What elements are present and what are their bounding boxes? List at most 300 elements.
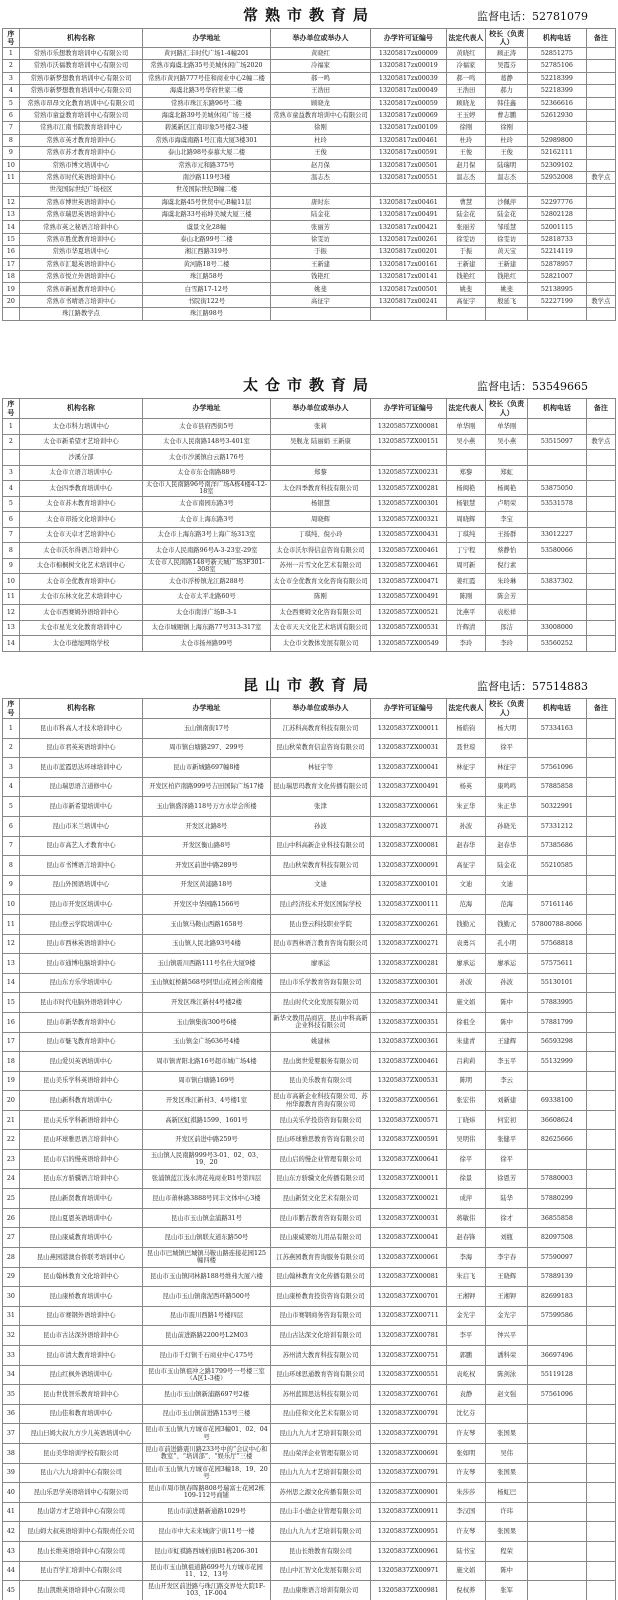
phone bbox=[528, 558, 587, 574]
remark bbox=[586, 1385, 615, 1405]
legal-representative: 杨英 bbox=[446, 777, 486, 797]
row-number: 6 bbox=[3, 109, 20, 121]
institution-name: 常熟市新星教育培训中心 bbox=[19, 283, 142, 295]
col-header-remark: 备注 bbox=[586, 29, 615, 48]
phone: 53837302 bbox=[528, 574, 587, 590]
sponsor: 黄晓红 bbox=[270, 48, 370, 60]
table-row bbox=[3, 1522, 616, 1542]
phone: 36697496 bbox=[528, 1346, 587, 1366]
table-row bbox=[3, 993, 616, 1013]
license-number: 13205817zx00201 bbox=[371, 246, 446, 258]
table-row bbox=[3, 1150, 616, 1170]
sponsor bbox=[270, 184, 370, 196]
principal bbox=[486, 450, 528, 466]
sponsor: 昆山佳和文化艺术有限公司 bbox=[270, 1404, 370, 1424]
phone: 53580066 bbox=[528, 543, 587, 559]
phone: 52162111 bbox=[528, 147, 587, 159]
institution-name: 世茂国际世纪广场校区 bbox=[19, 184, 142, 196]
row-number: 29 bbox=[3, 1267, 20, 1287]
table-row bbox=[3, 271, 616, 283]
remark bbox=[586, 620, 615, 636]
remark bbox=[586, 1091, 615, 1111]
sponsor: 杜玲 bbox=[270, 134, 370, 146]
remark bbox=[586, 419, 615, 435]
row-number: 6 bbox=[3, 512, 20, 528]
phone bbox=[528, 589, 587, 605]
remark bbox=[586, 1463, 615, 1483]
sponsor: 徐刚 bbox=[270, 122, 370, 134]
row-number: 13 bbox=[3, 620, 20, 636]
phone: 50322991 bbox=[528, 797, 587, 817]
sponsor: 徐雯访 bbox=[270, 233, 370, 245]
sponsor: 太仓市天天文化艺术培训有限公司 bbox=[270, 620, 370, 636]
col-header-phone: 机构电话 bbox=[528, 699, 587, 719]
institution-name: 常熟市乐想教育培训中心有限公司 bbox=[19, 48, 142, 60]
principal: 范海 bbox=[486, 895, 528, 915]
principal: 陈中 bbox=[486, 993, 528, 1013]
remark bbox=[586, 1443, 615, 1463]
row-number: 1 bbox=[3, 419, 20, 435]
principal: 温志杰 bbox=[486, 171, 528, 183]
remark bbox=[586, 283, 615, 295]
legal-representative: 文迪 bbox=[446, 875, 486, 895]
table-header-row bbox=[3, 29, 616, 48]
remark bbox=[586, 1404, 615, 1424]
remark bbox=[586, 636, 615, 652]
address: 太仓市人民南路96号南洋广场A栋4楼4-12-18室 bbox=[143, 481, 271, 497]
phone: 57590097 bbox=[528, 1248, 587, 1268]
license-number: 13205817zx00161 bbox=[371, 258, 446, 270]
sponsor: 廖承运 bbox=[270, 954, 370, 974]
remark bbox=[586, 233, 615, 245]
address: 常熟市珠江东路96号二楼 bbox=[143, 97, 271, 109]
license-number: 13205817zx00261 bbox=[371, 233, 446, 245]
institution-name: 昆山瑞思语言道修中心 bbox=[19, 777, 142, 797]
principal: 陆金花 bbox=[486, 856, 528, 876]
table-row bbox=[3, 543, 616, 559]
institution-name: 昆山市通博电脑培训中心 bbox=[19, 954, 142, 974]
table-row bbox=[3, 97, 616, 109]
phone: 53560252 bbox=[528, 636, 587, 652]
table-row bbox=[3, 1287, 616, 1307]
table-row bbox=[3, 1483, 616, 1503]
sponsor: 昆山康桥教育投资咨询有限公司 bbox=[270, 1287, 370, 1307]
row-number: 17 bbox=[3, 258, 20, 270]
row-number: 18 bbox=[3, 1052, 20, 1072]
address: 玉山镇人民北路93号4楼 bbox=[143, 934, 271, 954]
phone: 33012227 bbox=[528, 527, 587, 543]
institution-name: 常熟市苏才教育培训中心 bbox=[19, 147, 142, 159]
remark bbox=[586, 1189, 615, 1209]
row-number: 3 bbox=[3, 758, 20, 778]
legal-representative: 周可新 bbox=[446, 558, 486, 574]
col-header-number: 序号 bbox=[3, 29, 20, 48]
sponsor: 苏州思之源文化传播有限公司 bbox=[270, 1483, 370, 1503]
row-number: 37 bbox=[3, 1424, 20, 1444]
remark bbox=[586, 258, 615, 270]
remark bbox=[586, 1365, 615, 1385]
legal-representative: 袁勇兴 bbox=[446, 934, 486, 954]
legal-representative: 杜玲 bbox=[446, 134, 486, 146]
license-number: 13205837ZX00761 bbox=[371, 1385, 446, 1405]
remark bbox=[586, 1032, 615, 1052]
col-header-license: 办学许可证编号 bbox=[371, 29, 446, 48]
license-number: 13205837ZX00081 bbox=[371, 1267, 446, 1287]
license-number: 13205817zx00501 bbox=[371, 283, 446, 295]
license-number: 13205837ZX00011 bbox=[371, 719, 446, 739]
license-number: 13205837ZX00791 bbox=[371, 1424, 446, 1444]
row-number: 19 bbox=[3, 283, 20, 295]
row-number: 34 bbox=[3, 1365, 20, 1385]
address: 昆山市中大未来城唐宁街11号一楼 bbox=[143, 1522, 271, 1542]
sponsor: 文迪 bbox=[270, 875, 370, 895]
license-number: 13205837ZX00091 bbox=[371, 856, 446, 876]
remark bbox=[586, 1326, 615, 1346]
principal: 钱勤元 bbox=[486, 914, 528, 934]
sponsor: 昆山中科高新企业科技有限公司 bbox=[270, 836, 370, 856]
legal-representative: 袁屹权 bbox=[446, 1365, 486, 1385]
principal: 郑虹 bbox=[486, 465, 528, 481]
address: 太仓市沙溪镇白云路176号 bbox=[143, 450, 271, 466]
row-number bbox=[3, 184, 20, 196]
institution-name: 太仓市昂扬文化培训中心 bbox=[19, 512, 142, 528]
legal-representative: 李玲 bbox=[446, 636, 486, 652]
license-number bbox=[371, 308, 446, 320]
license-number: 13205837ZX00261 bbox=[371, 914, 446, 934]
address: 海虞北路33号裕坤美城大厦三楼 bbox=[143, 209, 271, 221]
institution-name: 常熟市博世英语培训中心 bbox=[19, 196, 142, 208]
license-number: 13205817zx00019 bbox=[371, 60, 446, 72]
principal: 徐刚 bbox=[486, 122, 528, 134]
remark bbox=[586, 719, 615, 739]
sponsor: 昆山市鹏吉教育咨询有限公司 bbox=[270, 1208, 370, 1228]
table-row bbox=[3, 1228, 616, 1248]
license-number: 13205837ZX00041 bbox=[371, 758, 446, 778]
principal: 李宇春 bbox=[486, 1248, 528, 1268]
sponsor: 昆山关乐学投资咨询有限公司 bbox=[270, 1110, 370, 1130]
address: 太仓市人民南路96号A-3-23室-29室 bbox=[143, 543, 271, 559]
table-row bbox=[3, 574, 616, 590]
legal-representative: 聂世琼 bbox=[446, 738, 486, 758]
phone: 69338100 bbox=[528, 1091, 587, 1111]
row-number: 10 bbox=[3, 159, 20, 171]
license-number: 13205837ZX00111 bbox=[371, 895, 446, 915]
principal: 李云 bbox=[486, 1071, 528, 1091]
row-number: 5 bbox=[3, 97, 20, 109]
phone: 52802128 bbox=[528, 209, 587, 221]
row-number: 14 bbox=[3, 221, 20, 233]
institution-name: 昆山市新华教育培训中心 bbox=[19, 1012, 142, 1032]
legal-representative: 郑黎 bbox=[446, 465, 486, 481]
principal: 康鸣鸣 bbox=[486, 777, 528, 797]
table-row bbox=[3, 1267, 616, 1287]
row-number bbox=[3, 450, 20, 466]
row-number: 12 bbox=[3, 934, 20, 954]
remark bbox=[586, 1581, 615, 1600]
sponsor: 新华文教用品商店、昆山中科高新企业科技有限公司 bbox=[270, 1012, 370, 1032]
row-number: 7 bbox=[3, 122, 20, 134]
col-header-license: 办学许可证编号 bbox=[371, 399, 446, 419]
row-number: 5 bbox=[3, 797, 20, 817]
license-number: 13205817zx00241 bbox=[371, 295, 446, 307]
principal: 孙波 bbox=[486, 973, 528, 993]
remark bbox=[586, 1248, 615, 1268]
institution-name: 常熟市英才教育培训中心 bbox=[19, 134, 142, 146]
remark bbox=[586, 246, 615, 258]
row-number: 9 bbox=[3, 558, 20, 574]
address: 虞景文化28幢 bbox=[143, 221, 271, 233]
principal bbox=[486, 184, 528, 196]
table-row bbox=[3, 60, 616, 72]
principal: 张军 bbox=[486, 1581, 528, 1600]
hotline bbox=[477, 8, 588, 24]
remark bbox=[586, 450, 615, 466]
principal: 李玲 bbox=[486, 636, 528, 652]
principal: 蔡静怡 bbox=[486, 543, 528, 559]
institution-name: 昆山长维英语培训中心有限公司 bbox=[19, 1541, 142, 1561]
address: 黄河路18号二楼 bbox=[143, 258, 271, 270]
license-number: 13205837ZX00911 bbox=[371, 1502, 446, 1522]
section-kunshan bbox=[0, 670, 618, 1598]
row-number: 31 bbox=[3, 1306, 20, 1326]
address: 昆山市新城路697幢8楼 bbox=[143, 758, 271, 778]
table-row bbox=[3, 512, 616, 528]
table-header-row bbox=[3, 399, 616, 419]
address: 昆山开发区前进路与珠江路交界处大院1F-103、1F-004 bbox=[143, 1581, 271, 1600]
institution-name: 太仓市沃尔得语言培训中心 bbox=[19, 543, 142, 559]
table-row bbox=[3, 1071, 616, 1091]
row-number: 9 bbox=[3, 147, 20, 159]
sponsor: 高征宇 bbox=[270, 295, 370, 307]
table-row bbox=[3, 1110, 616, 1130]
row-number: 15 bbox=[3, 233, 20, 245]
sponsor: 昆山康维语言培训有限公司 bbox=[270, 1581, 370, 1600]
sponsor: 郑黎 bbox=[270, 465, 370, 481]
license-number: 13205837ZX00551 bbox=[371, 1365, 446, 1385]
row-number: 13 bbox=[3, 954, 20, 974]
table-row bbox=[3, 147, 616, 159]
principal: 钟兴平 bbox=[486, 1326, 528, 1346]
license-number: 13205837ZX00491 bbox=[371, 777, 446, 797]
sponsor: 温志杰 bbox=[270, 171, 370, 183]
address: 玉山镇南街17号 bbox=[143, 719, 271, 739]
license-number: 13205817zx00421 bbox=[371, 221, 446, 233]
institution-name: 昆山新科教育培训中心 bbox=[19, 1091, 142, 1111]
legal-representative: 孙波 bbox=[446, 816, 486, 836]
legal-representative: 于振 bbox=[446, 246, 486, 258]
sponsor: 林征宇等 bbox=[270, 758, 370, 778]
principal: 卢明荣 bbox=[486, 496, 528, 512]
table-row bbox=[3, 295, 616, 307]
table-row bbox=[3, 1189, 616, 1209]
row-number: 9 bbox=[3, 875, 20, 895]
phone: 52612930 bbox=[528, 109, 587, 121]
license-number: 13205817zx00109 bbox=[371, 122, 446, 134]
table-row bbox=[3, 419, 616, 435]
row-number: 36 bbox=[3, 1404, 20, 1424]
sponsor: 昆山秋荣教育科技有限公司 bbox=[270, 856, 370, 876]
institution-name: 太仓市西赛姆外语培训中心 bbox=[19, 605, 142, 621]
remark bbox=[586, 1306, 615, 1326]
institution-name: 昆山外国语培训中心 bbox=[19, 875, 142, 895]
institution-name: 昆山燕园港澳台侨联考培训中心 bbox=[19, 1248, 142, 1268]
table-row bbox=[3, 434, 616, 450]
remark bbox=[586, 1541, 615, 1561]
table-row bbox=[3, 171, 616, 183]
address: 昆山市玉山镇同林路188号维弗大厦六楼 bbox=[143, 1267, 271, 1287]
license-number: 13205837ZX00351 bbox=[371, 1012, 446, 1032]
legal-representative: 高征宇 bbox=[446, 856, 486, 876]
sponsor: 昆山时代文化发展有限公司 bbox=[270, 993, 370, 1013]
row-number: 11 bbox=[3, 914, 20, 934]
remark bbox=[586, 1130, 615, 1150]
phone: 33008000 bbox=[528, 620, 587, 636]
phone bbox=[528, 1326, 587, 1346]
license-number: 13205837ZX00061 bbox=[371, 1248, 446, 1268]
address: 开发区前进中路289号 bbox=[143, 856, 271, 876]
legal-representative: 沈燕平 bbox=[446, 605, 486, 621]
address: 昆山市玉山镇祖道路699号九方城市花园11、12、13号 bbox=[143, 1561, 271, 1581]
address: 高新区虹祺路1599、1601号 bbox=[143, 1110, 271, 1130]
institution-name: 昆山六九九培训中心有限公司 bbox=[19, 1463, 142, 1483]
legal-representative: 杨皓钧 bbox=[446, 719, 486, 739]
sponsor bbox=[270, 450, 370, 466]
col-header-principal: 校长（负责人） bbox=[486, 699, 528, 719]
remark bbox=[586, 993, 615, 1013]
remark bbox=[586, 1228, 615, 1248]
table-row bbox=[3, 797, 616, 817]
principal: 赵文强 bbox=[486, 1385, 528, 1405]
principal: 李玉平 bbox=[486, 1052, 528, 1072]
license-number: 13205837ZX00981 bbox=[371, 1581, 446, 1600]
institution-name: 昆山红枫外语培训中心 bbox=[19, 1365, 142, 1385]
principal: 朱正华 bbox=[486, 797, 528, 817]
row-number: 14 bbox=[3, 636, 20, 652]
institution-name: 常熟市汇聪英语培训中心 bbox=[19, 258, 142, 270]
phone: 55130101 bbox=[528, 973, 587, 993]
row-number: 8 bbox=[3, 856, 20, 876]
principal: 徐平 bbox=[486, 1150, 528, 1170]
legal-representative: 蒋敏伟 bbox=[446, 1208, 486, 1228]
address: 玉山镇金广场636号4楼 bbox=[143, 1032, 271, 1052]
row-number: 10 bbox=[3, 574, 20, 590]
institution-name: 昆山市古达深外语培训中心 bbox=[19, 1326, 142, 1346]
address: 书院街122号 bbox=[143, 295, 271, 307]
address: 开发区珠江新村3、4号楼1室 bbox=[143, 1091, 271, 1111]
principal: 张健平 bbox=[486, 1130, 528, 1150]
license-number: 13205817zx00069 bbox=[371, 109, 446, 121]
col-header-phone: 机构电话 bbox=[528, 399, 587, 419]
col-header-sponsor: 举办单位或举办人 bbox=[270, 399, 370, 419]
address: 昆山市玉山镇祖冲之路1799号一号楼三室（A区1-3楼） bbox=[143, 1365, 271, 1385]
sponsor: 江苏燕园教育咨询服务有限公司 bbox=[270, 1248, 370, 1268]
institution-name: 昆山市科高人才技术培训中心 bbox=[19, 719, 142, 739]
license-number: 13205837ZX00951 bbox=[371, 1522, 446, 1542]
phone: 57883995 bbox=[528, 993, 587, 1013]
sponsor: 太仓四季教育科技有限公司 bbox=[270, 481, 370, 497]
license-number: 13205817zx00501 bbox=[371, 159, 446, 171]
table-row bbox=[3, 134, 616, 146]
legal-representative: 袁静 bbox=[446, 1385, 486, 1405]
table-row bbox=[3, 1404, 616, 1424]
remark bbox=[586, 48, 615, 60]
address: 太仓市东仓南路88号 bbox=[143, 465, 271, 481]
table-row bbox=[3, 1248, 616, 1268]
address: 昆山市玉山镇联友道东路50号 bbox=[143, 1228, 271, 1248]
sponsor: 昆山九九九才艺培训有限公司 bbox=[270, 1522, 370, 1542]
address: 昆山市玉山镇新浦路697号2楼 bbox=[143, 1385, 271, 1405]
principal: 陈中 bbox=[486, 1561, 528, 1581]
sponsor bbox=[270, 308, 370, 320]
principal: 张国果 bbox=[486, 1522, 528, 1542]
address: 玉山镇集街300号6楼 bbox=[143, 1012, 271, 1032]
institution-name: 昆山乐思学英语培训中心有限公司 bbox=[19, 1483, 142, 1503]
sponsor: 昆山翰林教育文化传播有限公司 bbox=[270, 1267, 370, 1287]
legal-representative: 赵春锋 bbox=[446, 1228, 486, 1248]
license-number: 13205837ZX00461 bbox=[371, 1052, 446, 1072]
sponsor: 昆山奥世爱婴服务有限公司 bbox=[270, 1052, 370, 1072]
phone: 57331212 bbox=[528, 816, 587, 836]
principal: 刘新建 bbox=[486, 1091, 528, 1111]
institution-name: 昆山世优智乐教育培训中心 bbox=[19, 1385, 142, 1405]
legal-representative: 许友琴 bbox=[446, 1424, 486, 1444]
address: 玉山镇震川西路111号名仕大厦9楼 bbox=[143, 954, 271, 974]
phone: 52851275 bbox=[528, 48, 587, 60]
license-number: 13205837ZX00701 bbox=[371, 1287, 446, 1307]
table-row bbox=[3, 496, 616, 512]
address: 常熟市元和路375号 bbox=[143, 159, 271, 171]
legal-representative: 施文娟 bbox=[446, 993, 486, 1013]
section-changshu bbox=[0, 0, 618, 318]
principal: 陈中 bbox=[486, 1012, 528, 1032]
address: 湘江西路319号 bbox=[143, 246, 271, 258]
table-row bbox=[3, 934, 616, 954]
license-number: 13205837ZX00061 bbox=[371, 797, 446, 817]
table-row bbox=[3, 221, 616, 233]
table-row bbox=[3, 1012, 616, 1032]
address: 开发区北路8号 bbox=[143, 816, 271, 836]
sponsor: 苏州蓝圆思达科技有限公司 bbox=[270, 1385, 370, 1405]
row-number: 41 bbox=[3, 1502, 20, 1522]
hotline-label: 监督电话： bbox=[477, 380, 532, 393]
principal: 袁松祥 bbox=[486, 605, 528, 621]
row-number: 20 bbox=[3, 1091, 20, 1111]
phone bbox=[528, 1483, 587, 1503]
phone: 57880299 bbox=[528, 1189, 587, 1209]
row-number: 4 bbox=[3, 777, 20, 797]
institution-name: 昆山佳和教育培训中心 bbox=[19, 1404, 142, 1424]
license-number: 13205837ZX00341 bbox=[371, 993, 446, 1013]
table-row bbox=[3, 816, 616, 836]
address: 开发区柏庐南路999号吉田国际广场17楼 bbox=[143, 777, 271, 797]
sponsor: 昆山长维教育有限公司 bbox=[270, 1541, 370, 1561]
col-header-legal-rep: 法定代表人 bbox=[446, 699, 486, 719]
remark bbox=[586, 605, 615, 621]
address: 泰山北路99号二楼 bbox=[143, 233, 271, 245]
license-number: 13205857ZX00231 bbox=[371, 465, 446, 481]
remark bbox=[586, 875, 615, 895]
legal-representative: 陈明 bbox=[446, 1071, 486, 1091]
phone bbox=[528, 512, 587, 528]
principal: 程荣 bbox=[486, 1541, 528, 1561]
sponsor: 顾晓龙 bbox=[270, 97, 370, 109]
principal: 吴霞芬 bbox=[486, 60, 528, 72]
legal-representative: 周晓辉 bbox=[446, 512, 486, 528]
table-row bbox=[3, 636, 616, 652]
institution-name: 昆山夏恩英语培训中心 bbox=[19, 1208, 142, 1228]
phone: 53531578 bbox=[528, 496, 587, 512]
sponsor: 苏州清大教育科技有限公司 bbox=[270, 1346, 370, 1366]
